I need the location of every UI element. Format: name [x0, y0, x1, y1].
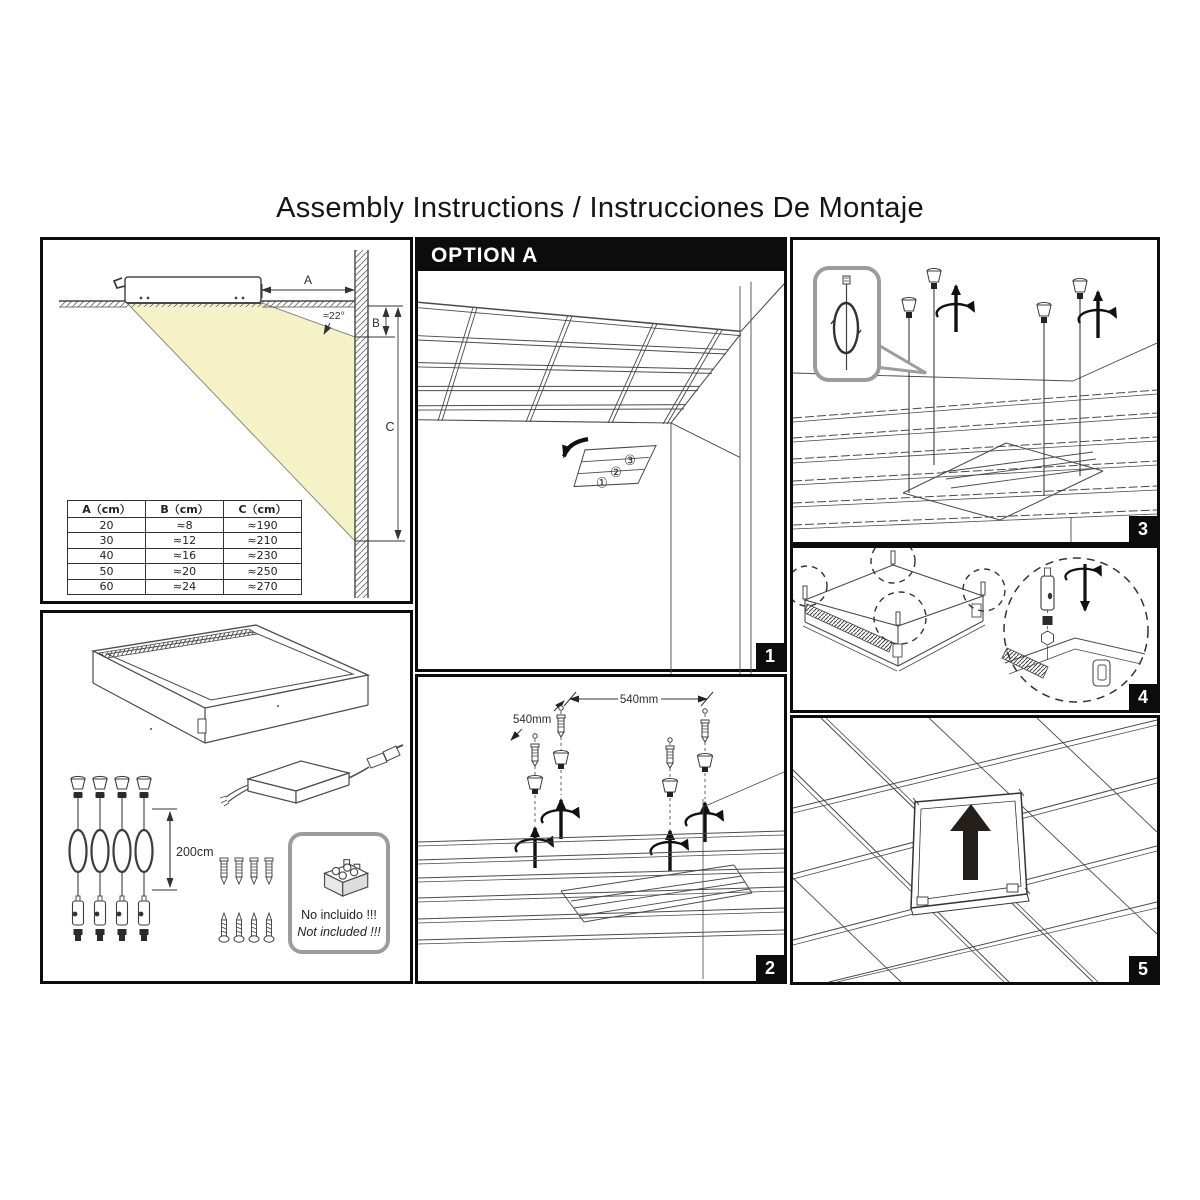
led-panel-frame: [93, 625, 368, 743]
step-4-badge: 4: [1129, 684, 1157, 710]
col-header-a: A（cm）: [68, 501, 146, 518]
suspension-wires: [902, 269, 1087, 497]
ceiling-grid: [418, 772, 784, 979]
not-included-text-es: No incluido !!!: [301, 908, 377, 923]
angle-label: ≈22°: [323, 310, 345, 322]
step-4-drawing: [793, 548, 1157, 710]
beam-distance-table: [67, 500, 302, 595]
light-fixture: [114, 277, 261, 303]
suspension-wire-kits: [70, 776, 153, 941]
step-5-panel: [790, 715, 1160, 985]
wall-hatch: [355, 250, 368, 598]
option-a-label: OPTION A: [431, 244, 539, 267]
power-driver: [220, 745, 403, 806]
table-row: [68, 548, 302, 563]
step-5-drawing: [793, 718, 1157, 982]
cell: 40: [68, 548, 146, 563]
dim-a-label: A: [303, 273, 313, 287]
option-a-header: [418, 240, 784, 271]
col-header-c: C（cm）: [224, 501, 302, 518]
tile-mark-3: ③: [624, 452, 636, 470]
cell: ≈24: [146, 579, 224, 594]
rotate-arrows: [937, 286, 1116, 338]
step-3-drawing: [793, 240, 1157, 542]
beam-spacing-diagram-panel: [40, 237, 413, 604]
cell: 50: [68, 564, 146, 579]
cell: ≈12: [146, 533, 224, 548]
step-3-badge: 3: [1129, 516, 1157, 542]
step-1-drawing: [418, 271, 784, 700]
cell: ≈270: [224, 579, 302, 594]
cell: ≈250: [224, 564, 302, 579]
package-contents-panel: [40, 610, 413, 984]
cell: ≈210: [224, 533, 302, 548]
step-4-panel: [790, 545, 1160, 713]
step-1-badge: 1: [756, 643, 784, 669]
table-row: [68, 564, 302, 579]
ceiling-grid: [418, 284, 784, 424]
step-1-panel: [415, 237, 787, 672]
cell: 20: [68, 518, 146, 533]
cell: ≈16: [146, 548, 224, 563]
wire-length-label: 200cm: [176, 845, 214, 859]
step-2-badge: 2: [756, 955, 784, 981]
cell: ≈20: [146, 564, 224, 579]
dim-top-label: 540mm: [619, 694, 659, 706]
not-included-box: [288, 832, 390, 954]
mounting-screws: [219, 913, 274, 942]
table-row: [68, 579, 302, 594]
anchor-columns: [528, 706, 713, 827]
page-title: Assembly Instructions / Instrucciones De Montaje: [276, 192, 924, 224]
step-5-badge: 5: [1129, 956, 1157, 982]
col-header-b: B（cm）: [146, 501, 224, 518]
dim-side-label: 540mm: [513, 714, 552, 726]
dim-b-label: B: [372, 318, 380, 330]
terminal-block-icon: [320, 858, 370, 900]
wall-anchors: [220, 858, 273, 884]
step-2-panel: [415, 674, 787, 984]
tile-mark-2: ②: [610, 464, 622, 482]
dim-c-label: C: [385, 420, 395, 434]
cell: ≈230: [224, 548, 302, 563]
led-panel-top-view: [803, 551, 985, 671]
wire-length-dimension: [152, 809, 177, 890]
table-row: [68, 518, 302, 533]
room-corner: [671, 282, 751, 698]
cell: 30: [68, 533, 146, 548]
cell: ≈8: [146, 518, 224, 533]
cell: ≈190: [224, 518, 302, 533]
ceiling-grid: [793, 390, 1157, 529]
step-3-panel: [790, 237, 1160, 545]
detail-circle: [1002, 558, 1148, 702]
step-2-drawing: [418, 677, 784, 981]
cell: 60: [68, 579, 146, 594]
tile-mark-1: ①: [596, 475, 608, 492]
not-included-text-en: Not included !!!: [297, 925, 381, 940]
table-row: [68, 533, 302, 548]
